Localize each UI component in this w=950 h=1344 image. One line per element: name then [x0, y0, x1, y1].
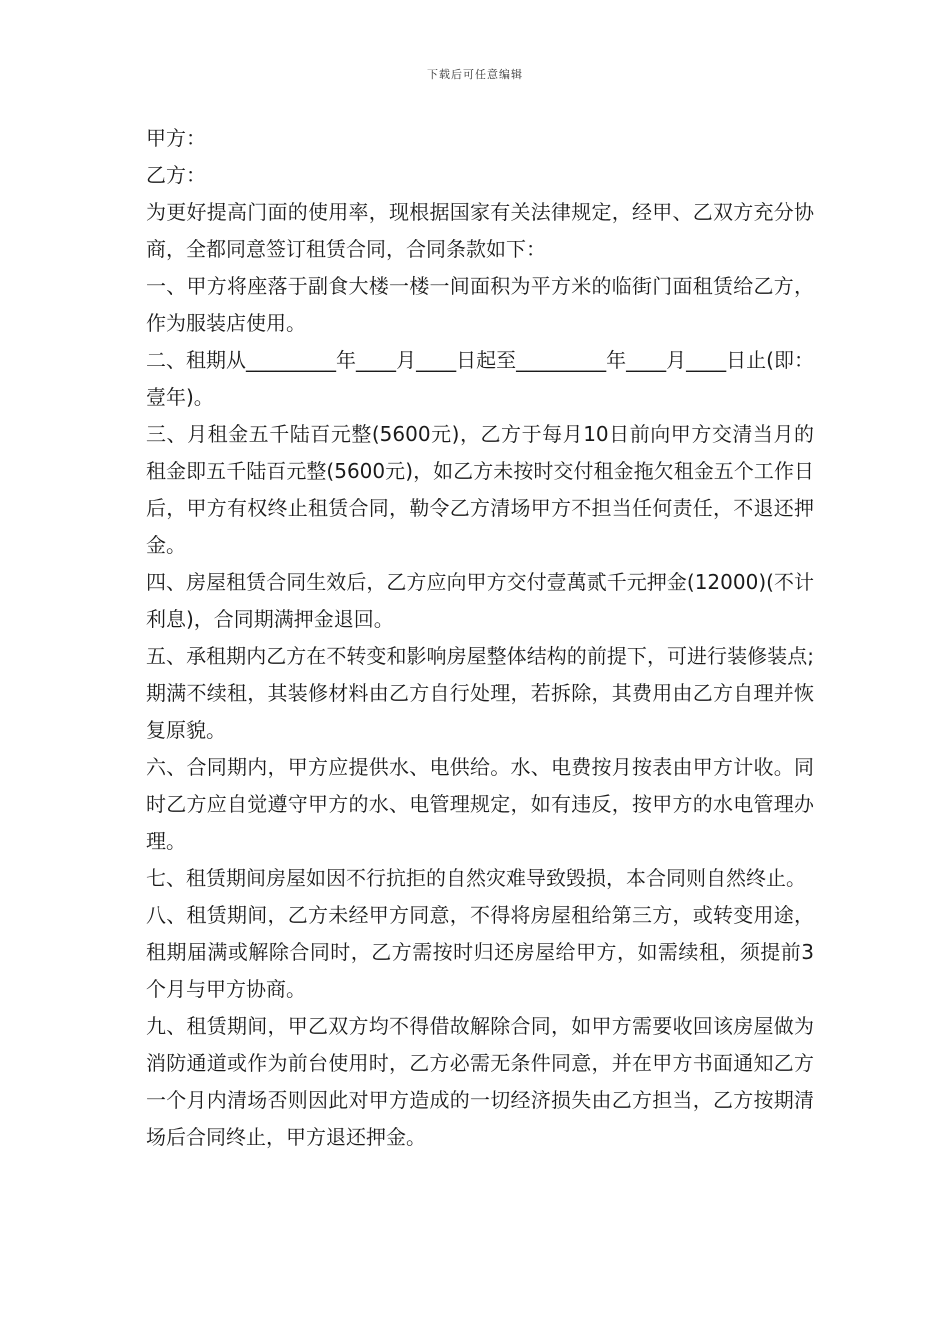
clause-3: 三、月租金五千陆百元整(5600元)，乙方于每月10日前向甲方交清当月的租金即五千陆百元整(5600元)，如乙方未按时交付租金拖欠租金五个工作日后，甲方有权终止租赁合同，勒令乙方清场甲方不担当任何责任，不退还押金。: [146, 422, 814, 557]
clause-1: 一、甲方将座落于副食大楼一楼一间面积为平方米的临街门面租赁给乙方，作为服装店使用。: [146, 274, 814, 335]
clause-4: 四、房屋租赁合同生效后，乙方应向甲方交付壹萬贰千元押金(12000)(不计利息)，合同期满押金退回。: [146, 570, 814, 631]
clause-8: 八、租赁期间，乙方未经甲方同意，不得将房屋租给第三方，或转变用途，租期届满或解除合同时，乙方需按时归还房屋给甲方，如需续租，须提前3个月与甲方协商。: [146, 903, 814, 1001]
clause-9: 九、租赁期间，甲乙双方均不得借故解除合同，如甲方需要收回该房屋做为消防通道或作为前台使用时，乙方必需无条件同意，并在甲方书面通知乙方一个月内清场否则因此对甲方造成的一切经济损失由乙方担当，乙方按期清场后合同终止，甲方退还押金。: [146, 1014, 814, 1149]
party-a-line: 甲方：: [146, 126, 206, 150]
clause-7: 七、租赁期间房屋如因不行抗拒的自然灾难导致毁损，本合同则自然终止。: [146, 866, 806, 890]
party-b-line: 乙方：: [146, 163, 206, 187]
preamble-paragraph: 为更好提高门面的使用率，现根据国家有关法律规定，经甲、乙双方充分协商，全都同意签订租赁合同，合同条款如下：: [146, 200, 814, 261]
contract-body: [146, 120, 814, 1156]
clause-5: 五、承租期内乙方在不转变和影响房屋整体结构的前提下，可进行装修装点;期满不续租，其装修材料由乙方自行处理，若拆除，其费用由乙方自理并恢复原貌。: [146, 644, 814, 742]
clause-2: 二、租期从_________年____月____日起至_________年____月____日止(即：壹年)。: [146, 348, 814, 409]
clause-6: 六、合同期内，甲方应提供水、电供给。水、电费按月按表由甲方计收。同时乙方应自觉遵守甲方的水、电管理规定，如有违反，按甲方的水电管理办理。: [146, 755, 814, 853]
page-header-note: 下载后可任意编辑: [427, 68, 523, 81]
